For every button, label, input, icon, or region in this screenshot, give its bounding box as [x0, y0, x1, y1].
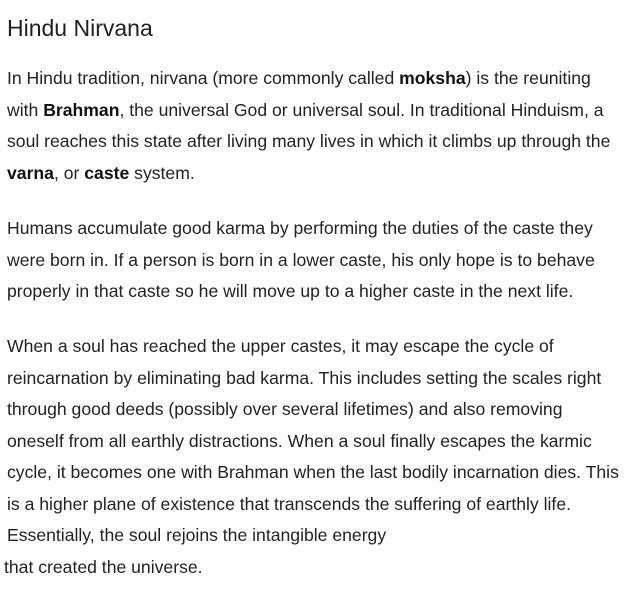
term-brahman: Brahman [43, 99, 120, 120]
term-moksha: moksha [399, 68, 466, 88]
term-caste: caste [84, 162, 130, 183]
text-segment: , or [53, 162, 85, 183]
term-varna: varna [7, 162, 54, 183]
text-segment: ) is the reuniting with [7, 68, 591, 120]
paragraph-escape-cycle [4, 331, 619, 583]
text-segment: system. [129, 162, 195, 183]
paragraph-karma: Humans accumulate good karma by performing the duties of the caste they were born in. If a person is born in a lower caste, his only hope is to behave properly in that caste so he will move up to a higher caste in the next life. [7, 218, 595, 301]
paragraph-moksha [7, 63, 619, 189]
text-segment: , the universal God or universal soul. In traditional Hinduism, a soul reaches this state after living many lives in which it climbs up through the [7, 99, 611, 151]
text-segment: When a soul has reached the upper castes, it may escape the cycle of reincarnation by eliminating bad karma. This includes setting the scales right through good deeds (possibly over several lifetimes) and also removing oneself from all earthly distractions. When a soul finally escapes the karmic cycle, it becomes one with Brahman when the last bodily incarnation dies. This is a higher plane of existence that transcends the suffering of earthly life. Essentially, the soul rejoins the intangible energy [7, 336, 619, 545]
text-segment-last-line: that created the universe. [4, 556, 203, 577]
article-title: Hindu Nirvana [7, 15, 153, 41]
text-segment: In Hindu tradition, nirvana (more commonly called [7, 68, 400, 88]
